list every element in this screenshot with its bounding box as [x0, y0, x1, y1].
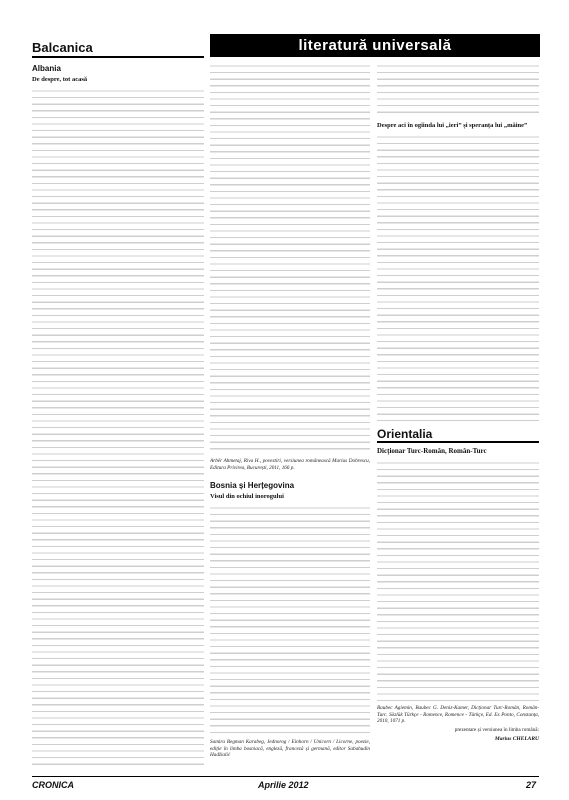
article-title: De despre, tot acasă	[32, 76, 88, 83]
article-body-text	[210, 502, 370, 737]
country-heading-albania: Albania	[32, 64, 61, 73]
article-title: Visul din ochiul inorogului	[210, 493, 284, 501]
book-reference: Baubec Agiemin, Baubec G. Deniz-Kamer, Dicționar Turc-Român, Român-Turc. Sözlük Türkçe - Romence, Romence - Türkçe, Ed. Ex Ponto, Constanța, 2010, 1071 p.	[377, 705, 539, 725]
article-body-text	[377, 131, 539, 421]
article-subtitle: Despre aci în ogiinda lui „ieri” și speranța lui „mâine”	[377, 122, 528, 129]
footer-date: Aprilie 2012	[258, 780, 309, 790]
presenter-name: Marius CHELARU	[494, 736, 539, 743]
article-title: Dicționar Turc-Român, Român-Turc	[377, 447, 487, 455]
section-title-orientalia: Orientalia	[377, 427, 539, 443]
column-1	[32, 0, 204, 768]
author-reference: Arbër Ahmetaj, Riva H., povestiri, versiunea românească Marius Dobrescu, Editura Privirea, București, 2011, 166 p.	[210, 458, 370, 471]
section-title-balcanica: Balcanica	[32, 40, 204, 58]
presenter-line: prezentare și versiunea în limba română:	[454, 726, 539, 733]
section-banner: literatură universală	[210, 34, 540, 57]
article-body-text	[210, 60, 370, 455]
article-body-text	[377, 457, 539, 702]
book-reference: Samira Begman Karabeg, Jednorog / Einhorn / Unicorn / Licorne, poezie, ediție în limba bosniacă, engleză, franceză și germană, editor Sabahudin Hadžialić	[210, 739, 370, 759]
footer-rule	[32, 776, 539, 777]
article-body-text	[377, 60, 539, 118]
column-3	[377, 60, 539, 742]
article-body-text	[32, 85, 204, 768]
footer-page-number: 27	[526, 780, 537, 790]
country-heading-bosnia: Bosnia și Herțegovina	[210, 481, 295, 491]
column-2	[210, 60, 370, 759]
footer-publication: CRONICA	[32, 780, 74, 790]
